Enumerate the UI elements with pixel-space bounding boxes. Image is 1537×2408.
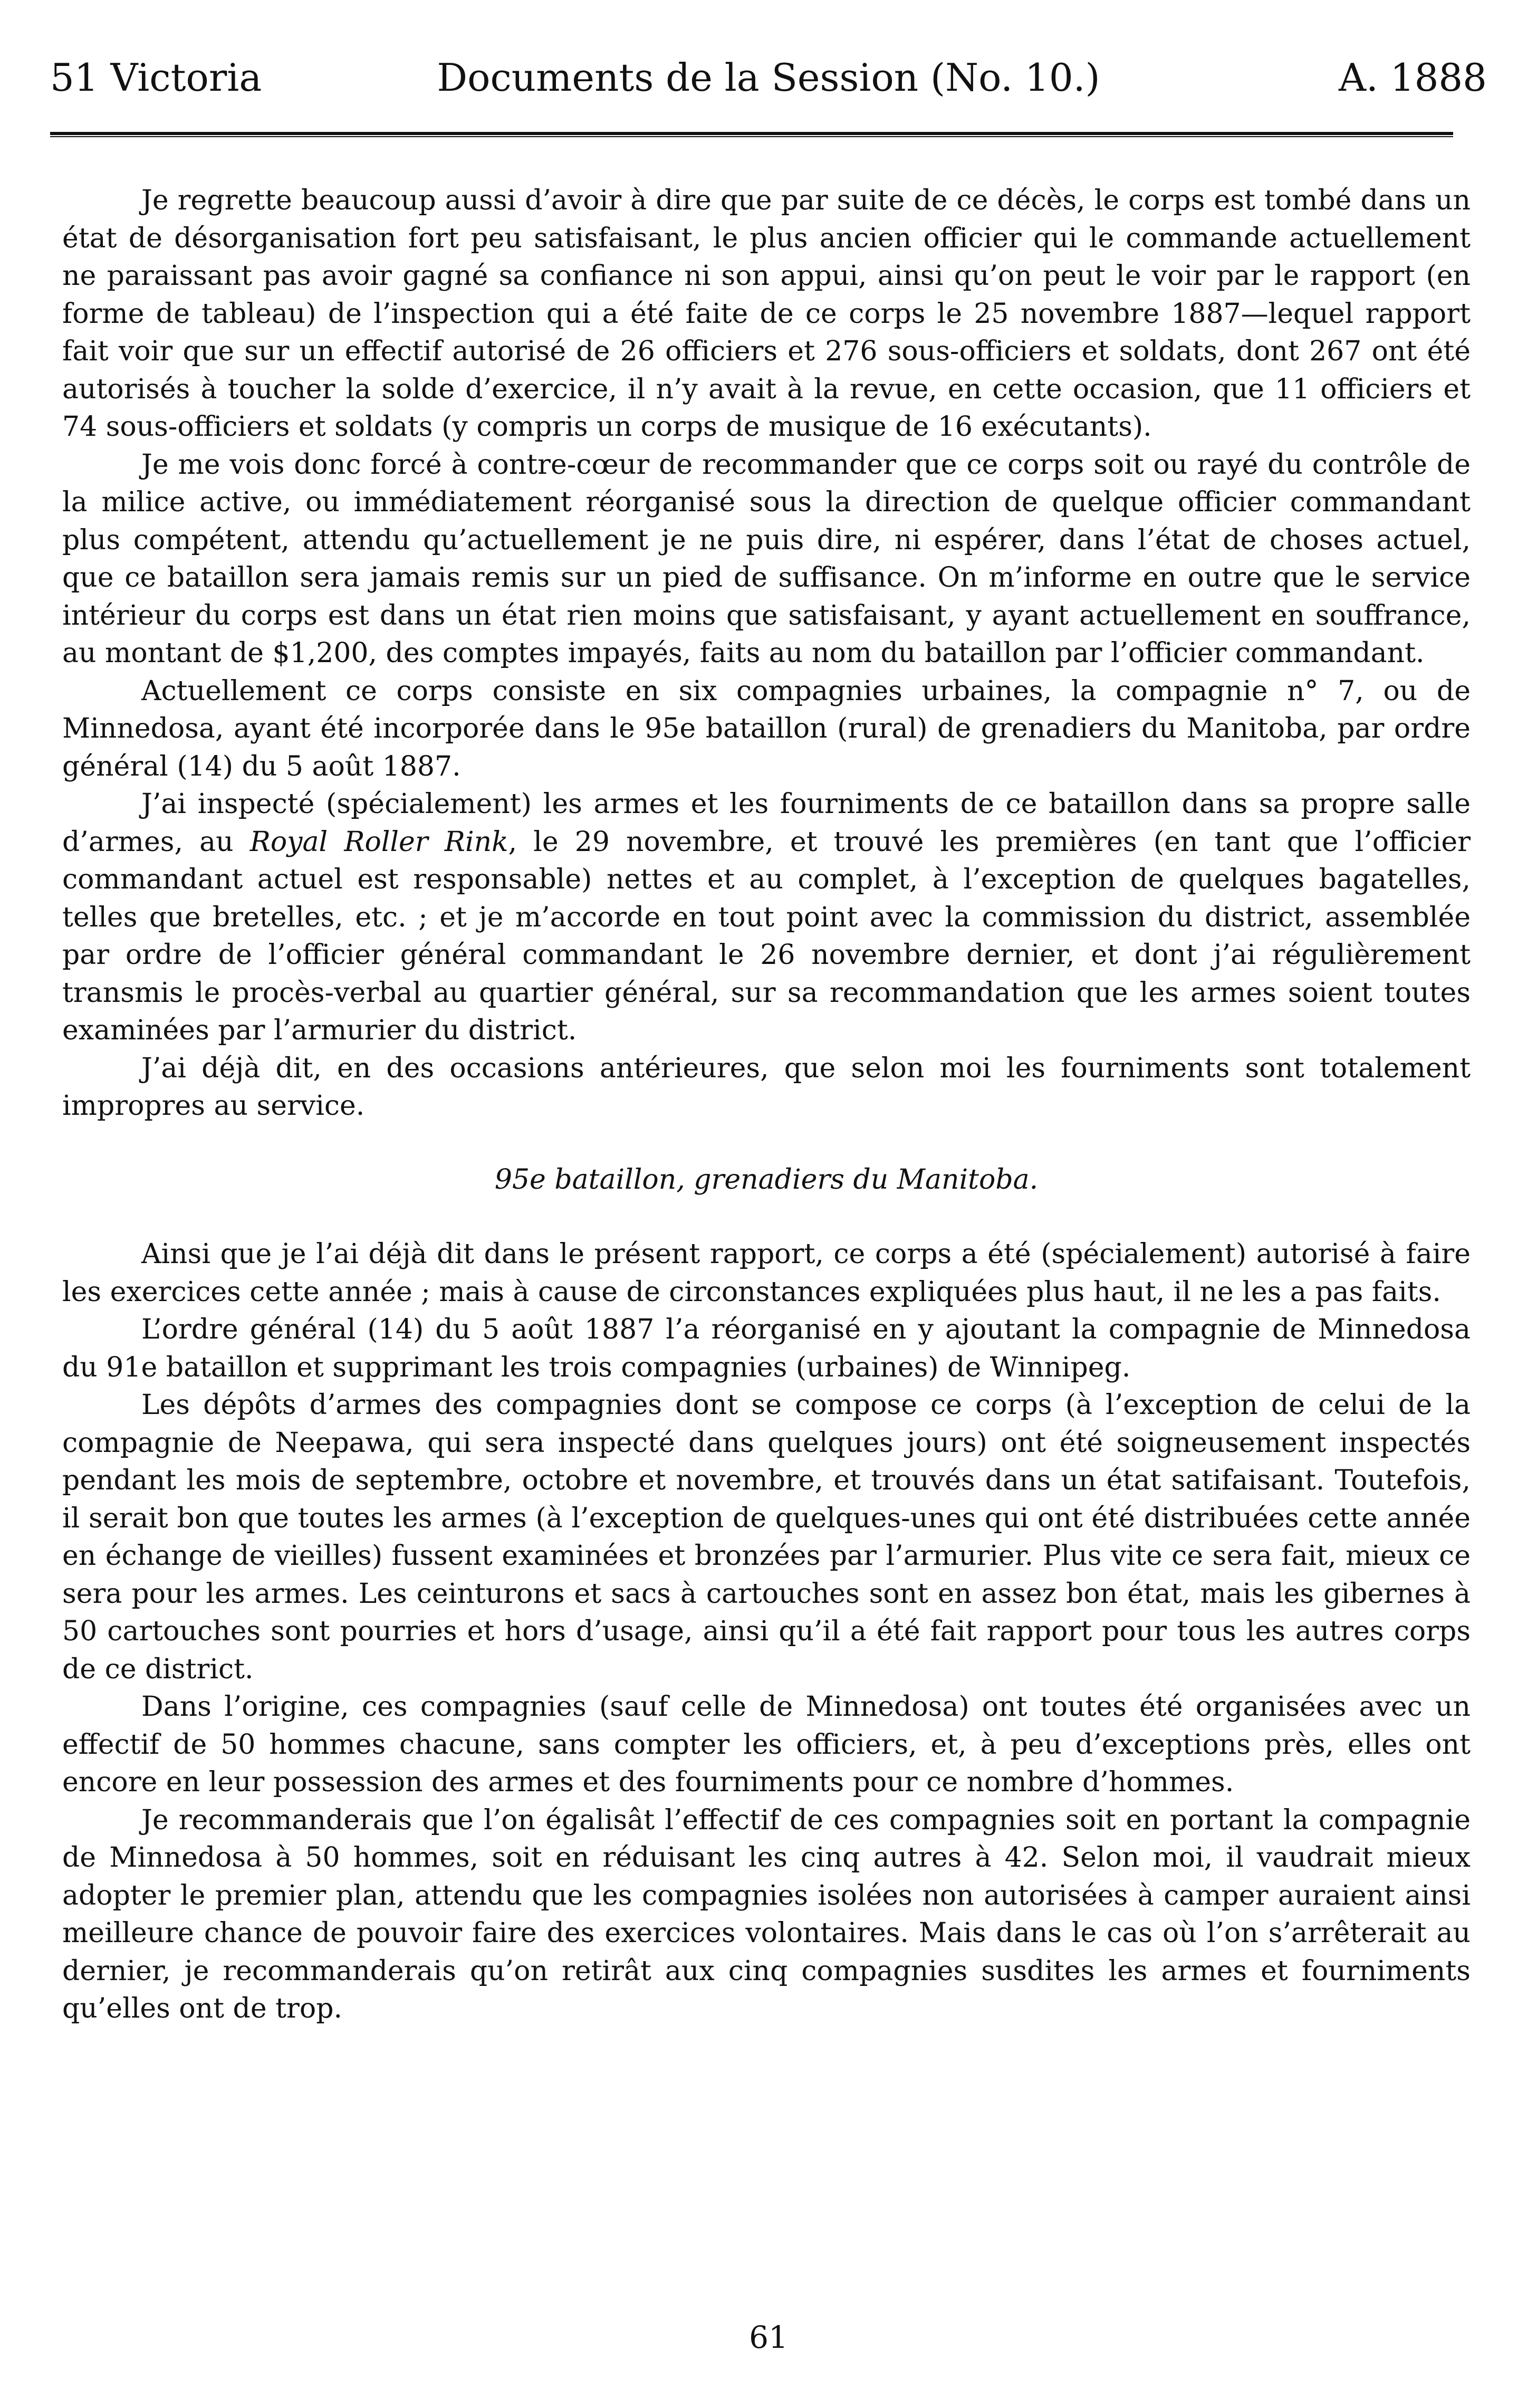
running-header <box>50 49 1487 107</box>
paragraph-2: Je me vois donc forcé à contre-cœur de recommander que ce corps soit ou rayé du contrôle de la milice active, ou immédiatement réorganisé sous la direction de quelque officier commandant plus compétent, attendu qu’actuellement je ne puis dire, ni espérer, dans l’état de choses actuel, que ce bataillon sera jamais remis sur un pied de suffisance. On m’informe en outre que le service intérieur du corps est dans un état rien moins que satisfaisant, y ayant actuellement en souffrance, au montant de $1,200, des comptes impayés, faits au nom du bataillon par l’officier commandant. <box>62 448 1471 669</box>
header-title: Documents de la Session (No. 10.) <box>437 55 1100 100</box>
document-body <box>62 182 1471 2028</box>
paragraph-4 <box>62 786 1471 1050</box>
paragraph-4-italic: Royal Roller Rink <box>249 826 508 858</box>
section-heading: 95e bataillon, grenadiers du Manitoba. <box>494 1163 1039 1196</box>
paragraph-10: Je recommanderais que l’on égalisât l’effectif de ces compagnies soit en portant la compagnie de Minnedosa à 50 hommes, soit en réduisant les cinq autres à 42. Selon moi, il vaudrait mieux adopter le premier plan, attendu que les compagnies isolées non autorisées à camper auraient ainsi meilleure chance de pouvoir faire des exercices volontaires. Mais dans le cas où l’on s’arrêterait au dernier, je recommanderais qu’on retirât aux cinq compagnies susdites les armes et fourniments qu’elles ont de trop. <box>62 1804 1471 2024</box>
paragraph-3: Actuellement ce corps consiste en six compagnies urbaines, la compagnie n° 7, ou de Minnedosa, ayant été incorporée dans le 95e bataillon (rural) de grenadiers du Manitoba, par ordre général (14) du 5 août 1887. <box>62 675 1471 782</box>
paragraph-6: Ainsi que je l’ai déjà dit dans le présent rapport, ce corps a été (spécialement) autorisé à faire les exercices cette année ; mais à cause de circonstances expliquées plus haut, il ne les a pas faits. <box>62 1238 1471 1308</box>
paragraph-7: L’ordre général (14) du 5 août 1887 l’a réorganisé en y ajoutant la compagnie de Minnedosa du 91e bataillon et supprimant les trois compagnies (urbaines) de Winnipeg. <box>62 1314 1471 1383</box>
header-year: A. 1888 <box>1338 55 1487 100</box>
paragraph-8: Les dépôts d’armes des compagnies dont se compose ce corps (à l’exception de celui de la compagnie de Neepawa, qui sera inspecté dans quelques jours) ont été soigneusement inspectés pendant les mois de septembre, octobre et novembre, et trouvés dans un état satifaisant. Toutefois, il serait bon que toutes les armes (à l’exception de quelques-unes qui ont été distribuées cette année en échange de vieilles) fussent examinées et bronzées par l’armurier. Plus vite ce sera fait, mieux ce sera pour les armes. Les ceinturons et sacs à cartouches sont en assez bon état, mais les gibernes à 50 cartouches sont pourries et hors d’usage, ainsi qu’il a été fait rapport pour tous les autres corps de ce district. <box>62 1389 1471 1685</box>
paragraph-4-start: J’ai inspecté (spécialement) les armes et les fourniments de ce bataillon dans sa propre salle d’armes, au <box>62 788 1471 858</box>
header-rule <box>50 132 1453 137</box>
paragraph-4-end: , le 29 novembre, et trouvé les premières (en tant que l’officier commandant actuel est responsable) nettes et au complet, à l’exception de quelques bagatelles, telles que bretelles, etc. ; et je m’accorde en tout point avec la commission du district, assemblée par ordre de l’officier général commandant le 26 novembre dernier, et dont j’ai régulièrement transmis le procès-verbal au quartier général, sur sa recommandation que les armes soient toutes examinées par l’armurier du district. <box>62 826 1471 1046</box>
paragraph-9: Dans l’origine, ces compagnies (sauf celle de Minnedosa) ont toutes été organisées avec un effectif de 50 hommes chacune, sans compter les officiers, et, à peu d’exceptions près, elles ont encore en leur possession des armes et des fourniments pour ce nombre d’hommes. <box>62 1691 1471 1798</box>
paragraph-5: J’ai déjà dit, en des occasions antérieures, que selon moi les fourniments sont totalement impropres au service. <box>62 1052 1471 1122</box>
paragraph-1: Je regrette beaucoup aussi d’avoir à dire que par suite de ce décès, le corps est tombé dans un état de désorganisation fort peu satisfaisant, le plus ancien officier qui le commande actuellement ne paraissant pas avoir gagné sa confiance ni son appui, ainsi qu’on peut le voir par le rapport (en forme de tableau) de l’inspection qui a été faite de ce corps le 25 novembre 1887—lequel rapport fait voir que sur un effectif autorisé de 26 officiers et 276 sous-officiers et soldats, dont 267 ont été autorisés à toucher la solde d’exercice, il n’y avait à la revue, en cette occasion, que 11 officiers et 74 sous-officiers et soldats (y compris un corps de musique de 16 exécutants). <box>62 185 1471 443</box>
header-session: 51 Victoria <box>50 55 262 100</box>
page-number: 61 <box>749 2319 788 2355</box>
